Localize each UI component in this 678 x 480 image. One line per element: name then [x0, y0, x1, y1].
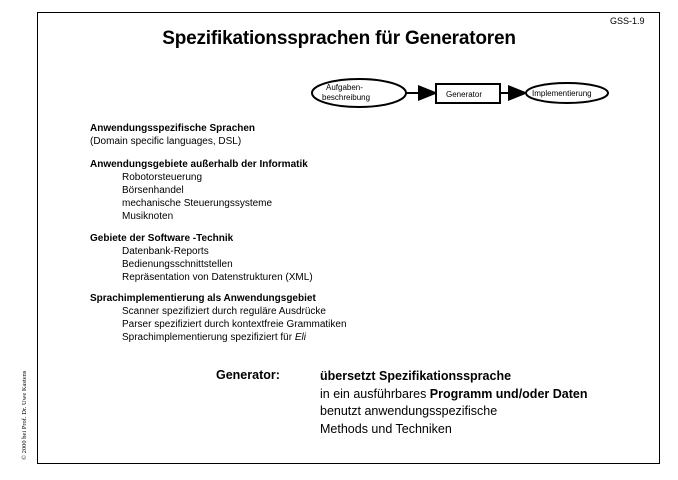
list-item: mechanische Steuerungssysteme — [122, 198, 273, 209]
list-item: Scanner spezifiziert durch reguläre Ausdrücke — [122, 306, 326, 317]
section-software-engineering — [90, 232, 313, 284]
list-item: Musiknoten — [122, 211, 174, 222]
generator-label: Generator: — [216, 368, 280, 382]
eli-emphasis: Eli — [294, 332, 306, 343]
list-item: Repräsentation von Datenstrukturen (XML) — [122, 272, 313, 283]
list-item: Datenbank-Reports — [122, 246, 209, 257]
list-item: Bedienungsschnittstellen — [122, 259, 233, 270]
section-heading: Gebiete der Software -Technik — [90, 233, 234, 244]
section-heading: Sprachimplementierung als Anwendungsgebiet — [90, 293, 316, 304]
copyright-notice: © 2000 bei Prof. Dr. Uwe Kastens — [21, 370, 28, 460]
input-label-line2: beschreibung — [322, 93, 371, 102]
generator-description — [320, 368, 587, 438]
generator-line-1: übersetzt Spezifikationssprache — [320, 369, 512, 383]
generator-line-4: Methods und Techniken — [320, 421, 452, 436]
slide-id: GSS-1.9 — [610, 16, 645, 26]
list-item: Parser spezifiziert durch kontextfreie Grammatiken — [122, 319, 347, 330]
section-language-implementation — [90, 292, 347, 344]
page-title: Spezifikationssprachen für Generatoren — [162, 28, 516, 49]
generator-box-label: Generator — [446, 90, 483, 99]
list-item — [90, 331, 347, 344]
list-item: Börsenhandel — [122, 185, 184, 196]
section-heading: Anwendungsspezifische Sprachen — [90, 123, 256, 134]
section-application-areas — [90, 158, 308, 223]
output-label: Implementierung — [532, 89, 592, 98]
section-heading: Anwendungsgebiete außerhalb der Informatik — [90, 159, 308, 170]
list-item-text: Sprachimplementierung spezifiziert für — [122, 332, 295, 343]
generator-line-3: benutzt anwendungsspezifische — [320, 404, 498, 418]
input-label-line1: Aufgaben- — [326, 83, 363, 92]
list-item: Robotorsteuerung — [122, 172, 203, 183]
section-dsl — [90, 122, 255, 148]
generator-line-2: in ein ausführbares Programm und/oder Daten — [320, 386, 588, 401]
section-subtext: (Domain specific languages, DSL) — [90, 136, 242, 147]
